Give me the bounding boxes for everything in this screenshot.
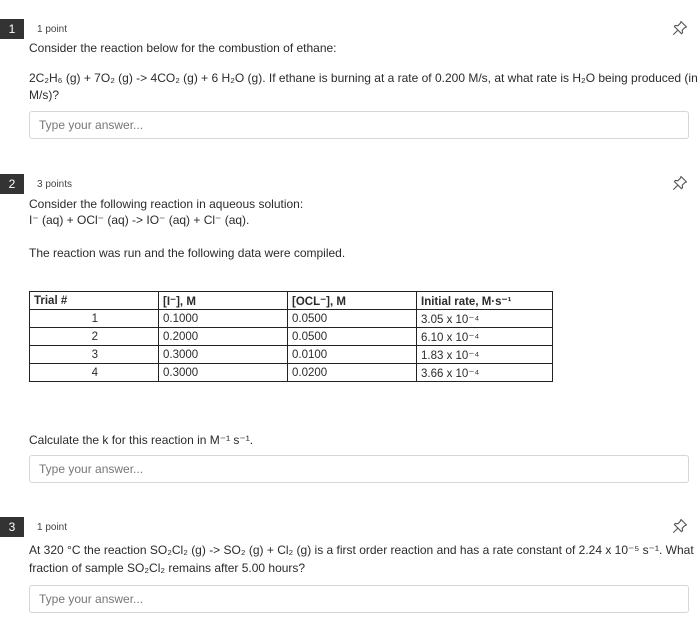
- table-row: [30, 310, 553, 328]
- question-number: 1: [0, 19, 24, 39]
- table-cell: 0.0200: [288, 364, 417, 382]
- question-points: 1 point: [37, 24, 68, 35]
- question-points: 1 point: [37, 522, 68, 533]
- pin-icon[interactable]: [672, 518, 688, 534]
- table-cell: 0.3000: [159, 346, 288, 364]
- question-text: The reaction was run and the following data were compiled.: [29, 246, 346, 260]
- table-cell: 6.10 x 10⁻⁴: [417, 328, 553, 346]
- table-cell: 3.66 x 10⁻⁴: [417, 364, 553, 382]
- question-text: Consider the reaction below for the combustion of ethane:: [29, 41, 337, 55]
- question-text: Consider the following reaction in aqueous solution:: [29, 197, 304, 211]
- table-cell: 0.3000: [159, 364, 288, 382]
- question-text: Calculate the k for this reaction in M⁻¹ s⁻¹.: [29, 433, 254, 447]
- table-cell: 0.2000: [159, 328, 288, 346]
- question-points: 3 points: [37, 179, 73, 190]
- table-row: [30, 364, 553, 382]
- question-number: 3: [0, 517, 24, 537]
- answer-input[interactable]: [29, 455, 689, 483]
- table-cell: 0.1000: [159, 310, 288, 328]
- table-row: [30, 346, 553, 364]
- column-header: Trial #: [30, 292, 159, 310]
- table-row: [30, 328, 553, 346]
- reaction-text: I⁻ (aq) + OCl⁻ (aq) -> IO⁻ (aq) + Cl⁻ (aq).: [29, 213, 250, 227]
- table-cell: 3.05 x 10⁻⁴: [417, 310, 553, 328]
- question-text: At 320 °C the reaction SO₂Cl₂ (g) -> SO₂ (g) + Cl₂ (g) is a first order reaction and has a rate constant of 2.24 x 10⁻⁵ s⁻¹. What: [29, 543, 694, 557]
- table-cell: 3: [30, 346, 159, 364]
- answer-input[interactable]: [29, 111, 689, 139]
- question-number: 2: [0, 174, 24, 194]
- question-text: fraction of sample SO₂Cl₂ remains after 5.00 hours?: [29, 561, 306, 575]
- table-cell: 1.83 x 10⁻⁴: [417, 346, 553, 364]
- pin-icon[interactable]: [672, 20, 688, 36]
- column-header: [OCL⁻], M: [288, 292, 417, 310]
- table-header-row: [30, 292, 553, 310]
- question-text: 2C₂H₆ (g) + 7O₂ (g) -> 4CO₂ (g) + 6 H₂O (g). If ethane is burning at a rate of 0.200 M/s, at what rate is H₂O being produced (in: [29, 71, 698, 85]
- table-cell: 0.0500: [288, 310, 417, 328]
- column-header: [I⁻], M: [159, 292, 288, 310]
- column-header: Initial rate, M·s⁻¹: [417, 292, 553, 310]
- question-text: M/s)?: [29, 88, 59, 102]
- table-cell: 4: [30, 364, 159, 382]
- table-cell: 1: [30, 310, 159, 328]
- table-cell: 2: [30, 328, 159, 346]
- table-cell: 0.0100: [288, 346, 417, 364]
- table-cell: 0.0500: [288, 328, 417, 346]
- data-table: [29, 291, 553, 382]
- answer-input[interactable]: [29, 585, 689, 613]
- pin-icon[interactable]: [672, 175, 688, 191]
